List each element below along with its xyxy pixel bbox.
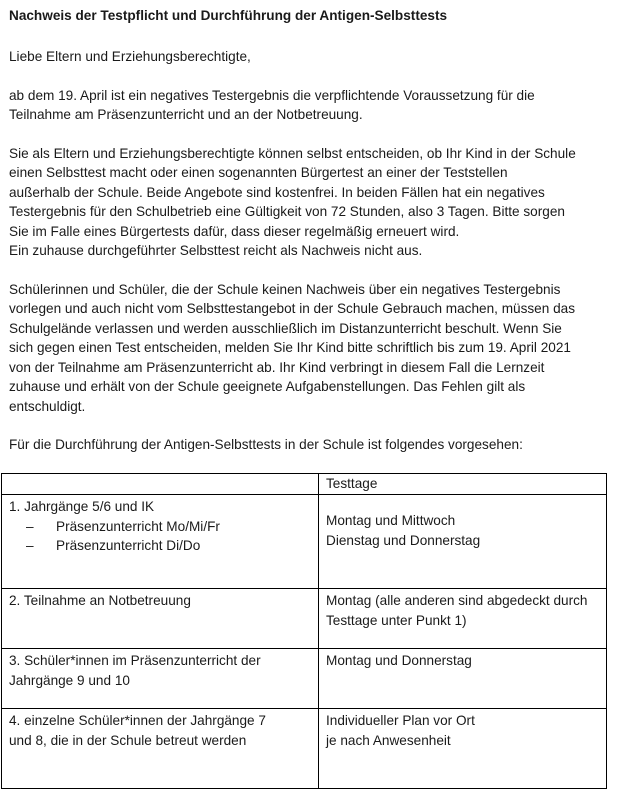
paragraph-line: Teilnahme am Präsenzunterricht und an der Notbetreuung. [9, 107, 363, 122]
paragraph-line: Sie im Falle eines Bürgertests dafür, dass dieser regelmäßig erneuert wird. [9, 223, 460, 239]
paragraph-line: vorlegen und auch nicht vom Selbsttestangebot in der Schule Gebrauch machen, müssen das [9, 301, 575, 316]
greeting: Liebe Eltern und Erziehungsberechtigte, [9, 49, 251, 64]
document-title: Nachweis der Testpflicht und Durchführung der Antigen-Selbsttests [9, 8, 448, 23]
paragraph-line: Testergebnis für den Schulbetrieb eine Gültigkeit von 72 Stunden, also 3 Tagen. Bitte sorgen [9, 204, 565, 219]
paragraph-line: zuhause und erhält von der Schule geeignete Aufgabenstellungen. Das Fehlen gilt als [9, 379, 526, 394]
table-row [2, 649, 607, 709]
table-header-row [2, 474, 607, 495]
table-cell-group: 3. Schüler*innen im Präsenzunterricht der Jahrgänge 9 und 10 [2, 649, 319, 709]
paragraph-2 [9, 144, 615, 261]
table-cell-days: Individueller Plan vor Ort je nach Anwesenheit [319, 709, 607, 789]
table-row [2, 709, 607, 789]
test-schedule-table [1, 473, 607, 789]
paragraph-line: ab dem 19. April ist ein negatives Testergebnis die verpflichtende Voraussetzung für die [9, 87, 535, 103]
table-cell-days: Montag und Mittwoch Dienstag und Donnerstag [319, 495, 607, 589]
table-cell-group [2, 495, 319, 589]
paragraph-line: sich gegen einen Test entscheiden, melden Sie Ihr Kind bitte schriftlich bis zum 19. April 2021 [9, 340, 571, 355]
paragraph-line: Sie als Eltern und Erziehungsberechtigte können selbst entscheiden, ob Ihr Kind in der Schule [9, 145, 576, 161]
paragraph-line: Schulgelände verlassen und werden ausschließlich im Distanzunterricht beschult. Wenn Sie [9, 320, 562, 336]
paragraph-line: Ein zuhause durchgeführter Selbsttest reicht als Nachweis nicht aus. [9, 243, 423, 258]
paragraph-4: Für die Durchführung der Antigen-Selbsttests in der Schule ist folgendes vorgesehen: [9, 437, 523, 452]
paragraph-line: Schülerinnen und Schüler, die der Schule keinen Nachweis über ein negatives Testergebnis [9, 281, 561, 297]
table-cell-days: Montag und Donnerstag [319, 649, 607, 709]
group-title: 1. Jahrgänge 5/6 und IK [9, 499, 155, 514]
table-header-cell [2, 474, 319, 495]
table-cell-group: 2. Teilnahme an Notbetreuung [2, 589, 319, 649]
paragraph-line: entschuldigt. [9, 398, 86, 414]
table-cell-days: Montag (alle anderen sind abgedeckt durch Testtage unter Punkt 1) [319, 589, 607, 649]
table-header-cell: Testtage [319, 474, 607, 495]
list-item: – Präsenzunterricht Di/Do [26, 538, 201, 553]
list-item: – Präsenzunterricht Mo/Mi/Fr [26, 518, 220, 534]
table-row [2, 589, 607, 649]
paragraph-line: außerhalb der Schule. Beide Angebote sind kostenfrei. In beiden Fällen hat ein negatives [9, 184, 545, 200]
table-cell-group: 4. einzelne Schüler*innen der Jahrgänge 7 und 8, die in der Schule betreut werden [2, 709, 319, 789]
paragraph-line: von der Teilnahme am Präsenzunterricht ab. Ihr Kind verbringt in diesem Fall die Lernzeit [9, 359, 545, 375]
paragraph-3 [9, 280, 615, 417]
paragraph-1 [9, 86, 615, 125]
paragraph-line: einen Selbsttest macht oder einen sogenannten Bürgertest an einer der Teststellen [9, 165, 508, 180]
table-row [2, 495, 607, 589]
